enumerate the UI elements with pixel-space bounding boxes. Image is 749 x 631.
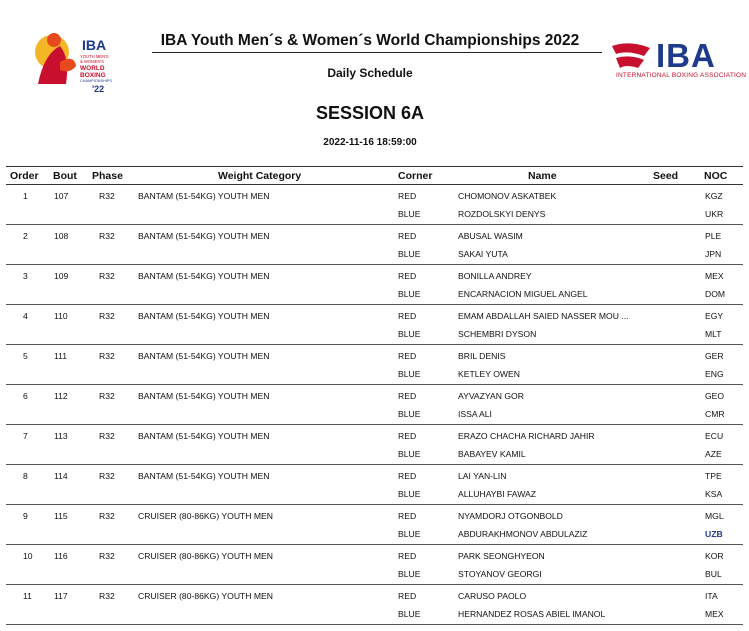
table-row [6,305,743,345]
red-noc-cell: MEX [705,271,724,281]
table-row [6,585,743,625]
red-corner-label: RED [398,591,417,601]
col-seed: Seed [653,170,679,182]
weight-category-cell: BANTAM (51-54KG) YOUTH MEN [138,471,270,481]
blue-corner-label: BLUE [398,529,421,539]
red-noc-cell: KOR [705,551,724,561]
weight-category-cell: BANTAM (51-54KG) YOUTH MEN [138,191,270,201]
blue-boxer-name: BABAYEV KAMIL [458,449,526,459]
red-boxer-name: BRIL DENIS [458,351,506,361]
red-boxer-name: PARK SEONGHYEON [458,551,545,561]
weight-category-cell: BANTAM (51-54KG) YOUTH MEN [138,351,270,361]
session-datetime: 2022-11-16 18:59:00 [323,137,417,148]
order-cell: 9 [23,511,28,521]
red-corner-label: RED [398,351,417,361]
blue-boxer-name: SCHEMBRI DYSON [458,329,537,339]
order-cell: 8 [23,471,28,481]
order-cell: 5 [23,351,28,361]
red-noc-cell: KGZ [705,191,723,201]
page-title: IBA Youth Men´s & Women´s World Championships 2022 [160,32,580,49]
blue-noc-cell: KSA [705,489,723,499]
blue-noc-cell: UZB [705,529,723,539]
phase-cell: R32 [99,271,115,281]
schedule-table [6,166,743,625]
blue-corner-label: BLUE [398,569,421,579]
table-body [6,185,743,625]
blue-boxer-name: STOYANOV GEORGI [458,569,542,579]
blue-noc-cell: CMR [705,409,725,419]
bout-cell: 111 [54,351,68,361]
blue-boxer-name: ISSA ALI [458,409,492,419]
table-row [6,345,743,385]
table-row [6,385,743,425]
red-noc-cell: ITA [705,591,718,601]
col-noc: NOC [704,170,728,182]
iba-tagline: INTERNATIONAL BOXING ASSOCIATION [616,72,747,79]
col-name: Name [528,170,557,182]
red-noc-cell: GEO [705,391,725,401]
phase-cell: R32 [99,191,115,201]
table-row [6,265,743,305]
red-boxer-name: BONILLA ANDREY [458,271,532,281]
red-noc-cell: ECU [705,431,724,441]
svg-text:YOUTH MEN'S: YOUTH MEN'S [80,54,109,59]
bout-cell: 115 [54,511,68,521]
blue-boxer-name: ALLUHAYBI FAWAZ [458,489,536,499]
blue-corner-label: BLUE [398,249,421,259]
blue-corner-label: BLUE [398,409,421,419]
order-cell: 3 [23,271,28,281]
svg-text:'22: '22 [92,84,105,94]
session-title: SESSION 6A [315,103,425,123]
iba-wordmark: IBA [656,37,716,74]
phase-cell: R32 [99,511,115,521]
phase-cell: R32 [99,391,115,401]
svg-text:BOXING: BOXING [80,72,106,79]
weight-category-cell: CRUISER (80-86KG) YOUTH MEN [138,511,273,521]
bout-cell: 114 [54,471,68,481]
order-cell: 11 [23,591,32,601]
schedule-subtitle: Daily Schedule [327,66,413,80]
red-boxer-name: CARUSO PAOLO [458,591,527,601]
championship-logo [30,24,122,100]
phase-cell: R32 [99,231,115,241]
svg-text:IBA: IBA [82,37,107,53]
table-header [6,166,743,185]
col-bout: Bout [53,170,77,182]
red-corner-label: RED [398,551,417,561]
blue-corner-label: BLUE [398,289,421,299]
red-noc-cell: MGL [705,511,724,521]
order-cell: 6 [23,391,28,401]
red-noc-cell: PLE [705,231,722,241]
phase-cell: R32 [99,591,115,601]
iba-mark-icon [610,40,656,76]
blue-boxer-name: KETLEY OWEN [458,369,520,379]
red-boxer-name: CHOMONOV ASKATBEK [458,191,557,201]
blue-boxer-name: ENCARNACION MIGUEL ANGEL [458,289,588,299]
title-divider [152,52,602,53]
red-boxer-name: NYAMDORJ OTGONBOLD [458,511,563,521]
blue-corner-label: BLUE [398,209,421,219]
blue-noc-cell: MLT [705,329,722,339]
phase-cell: R32 [99,551,115,561]
red-corner-label: RED [398,271,417,281]
blue-noc-cell: BUL [705,569,722,579]
col-corner: Corner [398,170,433,182]
red-boxer-name: ABUSAL WASIM [458,231,523,241]
iba-logo [610,37,747,80]
table-row [6,425,743,465]
weight-category-cell: BANTAM (51-54KG) YOUTH MEN [138,311,270,321]
blue-corner-label: BLUE [398,369,421,379]
table-row [6,225,743,265]
blue-noc-cell: ENG [705,369,724,379]
phase-cell: R32 [99,471,115,481]
bout-cell: 116 [54,551,68,561]
blue-noc-cell: MEX [705,609,724,619]
weight-category-cell: BANTAM (51-54KG) YOUTH MEN [138,271,270,281]
order-cell: 7 [23,431,28,441]
blue-noc-cell: UKR [705,209,724,219]
weight-category-cell: BANTAM (51-54KG) YOUTH MEN [138,391,270,401]
boxer-emblem-icon [30,24,122,100]
red-corner-label: RED [398,311,417,321]
blue-noc-cell: DOM [705,289,726,299]
blue-noc-cell: AZE [705,449,722,459]
blue-corner-label: BLUE [398,329,421,339]
red-noc-cell: EGY [705,311,724,321]
blue-boxer-name: ABDURAKHMONOV ABDULAZIZ [458,529,588,539]
blue-boxer-name: ROZDOLSKYI DENYS [458,209,546,219]
table-row [6,505,743,545]
red-corner-label: RED [398,431,417,441]
blue-boxer-name: SAKAI YUTA [458,249,508,259]
red-boxer-name: AYVAZYAN GOR [458,391,524,401]
weight-category-cell: CRUISER (80-86KG) YOUTH MEN [138,591,273,601]
bout-cell: 107 [54,191,69,201]
red-corner-label: RED [398,471,417,481]
col-weight-category: Weight Category [218,170,302,182]
blue-noc-cell: JPN [705,249,722,259]
phase-cell: R32 [99,431,115,441]
red-boxer-name: EMAM ABDALLAH SAIED NASSER MOU ... [458,311,629,321]
phase-cell: R32 [99,311,115,321]
table-row [6,545,743,585]
bout-cell: 108 [54,231,69,241]
bout-cell: 113 [54,431,68,441]
weight-category-cell: BANTAM (51-54KG) YOUTH MEN [138,431,270,441]
svg-text:WORLD: WORLD [80,65,105,72]
blue-corner-label: BLUE [398,449,421,459]
order-cell: 10 [23,551,33,561]
weight-category-cell: BANTAM (51-54KG) YOUTH MEN [138,231,270,241]
bout-cell: 110 [54,311,68,321]
bout-cell: 112 [54,391,68,401]
order-cell: 1 [23,191,28,201]
phase-cell: R32 [99,351,115,361]
red-noc-cell: TPE [705,471,722,481]
table-row [6,465,743,505]
svg-text:CHAMPIONSHIPS: CHAMPIONSHIPS [80,79,112,83]
red-corner-label: RED [398,231,417,241]
order-cell: 4 [23,311,28,321]
bout-cell: 117 [54,591,68,601]
blue-boxer-name: HERNANDEZ ROSAS ABIEL IMANOL [458,609,606,619]
blue-corner-label: BLUE [398,489,421,499]
red-boxer-name: ERAZO CHACHA RICHARD JAHIR [458,431,595,441]
order-cell: 2 [23,231,28,241]
bout-cell: 109 [54,271,69,281]
col-order: Order [10,170,39,182]
table-row [6,185,743,225]
svg-text:& WOMEN'S: & WOMEN'S [80,59,105,64]
red-noc-cell: GER [705,351,724,361]
red-boxer-name: LAI YAN-LIN [458,471,507,481]
col-phase: Phase [92,170,123,182]
red-corner-label: RED [398,511,417,521]
weight-category-cell: CRUISER (80-86KG) YOUTH MEN [138,551,273,561]
blue-corner-label: BLUE [398,609,421,619]
red-corner-label: RED [398,391,417,401]
red-corner-label: RED [398,191,417,201]
